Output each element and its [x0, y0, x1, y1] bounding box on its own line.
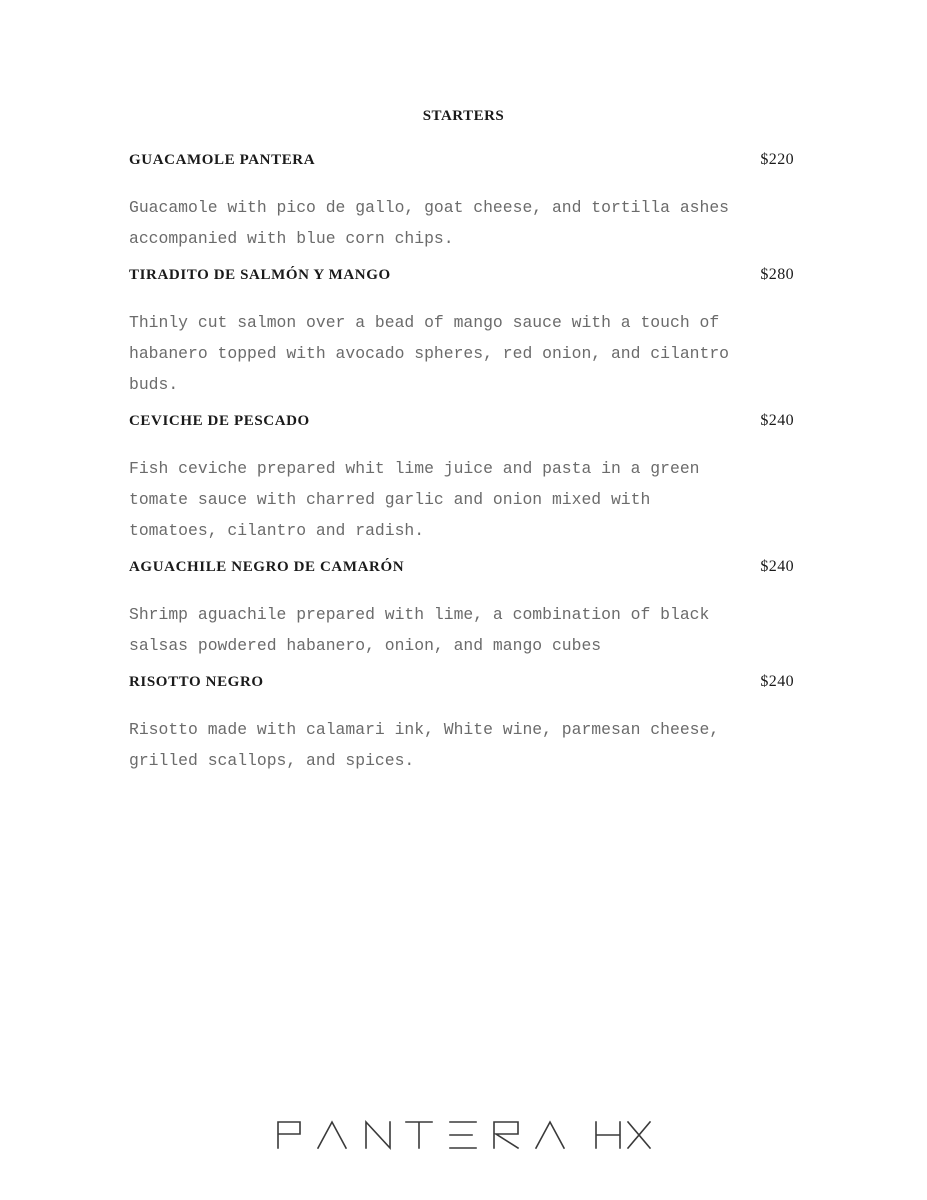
menu-list [129, 150, 794, 776]
pantera-hx-logo-icon [274, 1118, 654, 1152]
menu-item-price: $240 [760, 558, 794, 575]
menu-item [129, 557, 794, 661]
menu-item-price: $220 [760, 151, 794, 168]
menu-item-name: GUACAMOLE PANTERA [129, 152, 316, 168]
pantera-hx-logo [0, 1118, 927, 1152]
menu-item-header [129, 265, 794, 285]
menu-item-header [129, 557, 794, 577]
menu-item-name: RISOTTO NEGRO [129, 674, 264, 690]
menu-item-description: Fish ceviche prepared whit lime juice and pasta in a green tomate sauce with charred garlic and onion mixed with tomatoes, cilantro and radish. [129, 459, 700, 540]
menu-item-description: Shrimp aguachile prepared with lime, a combination of black salsas powdered habanero, onion, and mango cubes [129, 605, 710, 655]
menu-item-name: TIRADITO DE SALMÓN Y MANGO [129, 267, 391, 283]
menu-item-description: Risotto made with calamari ink, White wine, parmesan cheese, grilled scallops, and spices. [129, 720, 720, 770]
menu-item-header [129, 411, 794, 431]
menu-item-price: $240 [760, 673, 794, 690]
menu-item [129, 265, 794, 400]
menu-item-price: $280 [760, 266, 794, 283]
menu-item [129, 672, 794, 776]
menu-item-header [129, 672, 794, 692]
menu-item-name: AGUACHILE NEGRO DE CAMARÓN [129, 559, 405, 575]
menu-item-description: Thinly cut salmon over a bead of mango sauce with a touch of habanero topped with avocado spheres, red onion, and cilantro buds. [129, 313, 729, 394]
menu-item-name: CEVICHE DE PESCADO [129, 413, 310, 429]
menu-item-description: Guacamole with pico de gallo, goat cheese, and tortilla ashes accompanied with blue corn chips. [129, 198, 729, 248]
menu-item-header [129, 150, 794, 170]
menu-item [129, 411, 794, 546]
menu-item-price: $240 [760, 412, 794, 429]
menu-item [129, 150, 794, 254]
section-title: STARTERS [422, 108, 505, 124]
